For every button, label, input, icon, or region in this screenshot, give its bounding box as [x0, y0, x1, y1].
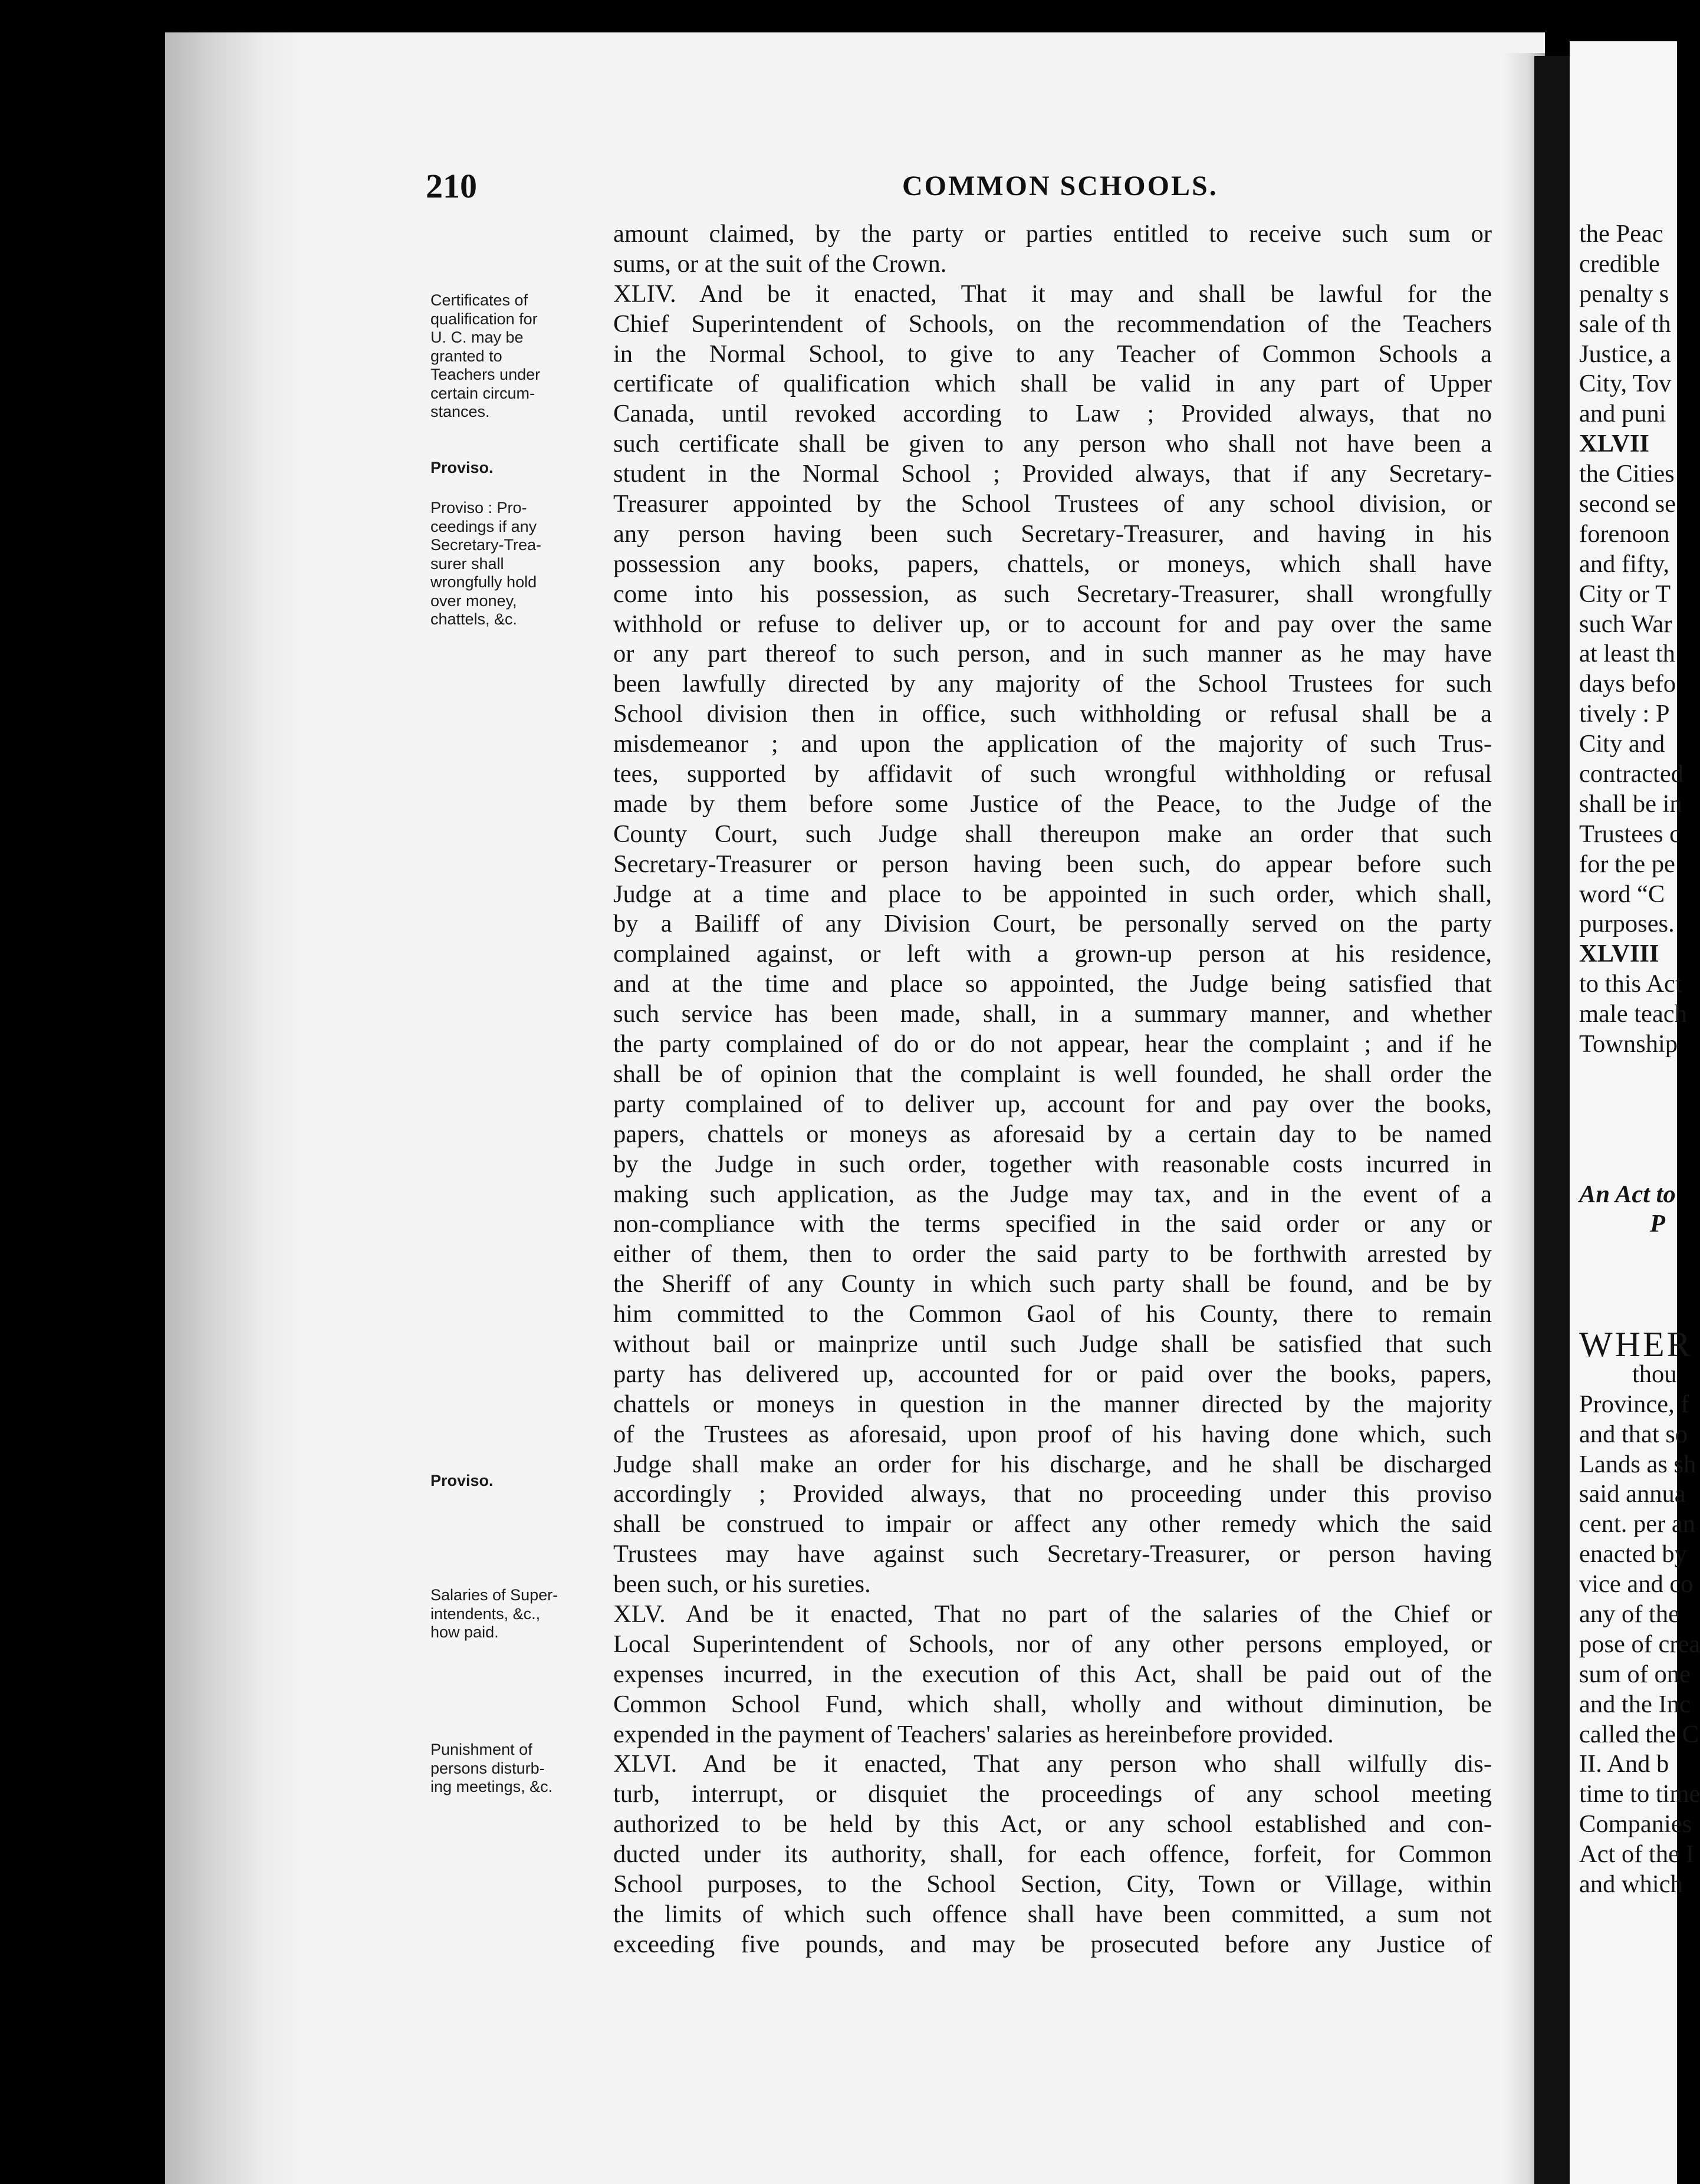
margin-note-line: ceedings if any: [430, 517, 537, 535]
body-line: misdemeanor ; and upon the application of the majority of such Trus-: [613, 730, 1492, 758]
right-page-line: City or T: [1579, 580, 1671, 608]
right-page-line: Province, f: [1579, 1390, 1689, 1418]
body-line: ducted under its authority, shall, for each offence, forfeit, for Common: [613, 1840, 1492, 1869]
body-line: certificate of qualification which shall be valid in any part of Upper: [613, 370, 1492, 398]
right-page-line: XLVII: [1579, 430, 1649, 458]
body-line: him committed to the Common Gaol of his County, there to remain: [613, 1300, 1492, 1328]
right-page-line: and fifty,: [1579, 550, 1670, 578]
right-page-line: credible: [1579, 249, 1660, 278]
body-line: such service has been made, shall, in a summary manner, and whether: [613, 1000, 1492, 1028]
right-page-line: pose of crea: [1579, 1630, 1700, 1658]
margin-note-line: Certificates of: [430, 291, 528, 309]
margin-note-punishment: [430, 1741, 596, 1797]
right-page-line: Justice, a: [1579, 340, 1671, 368]
body-line: Secretary-Treasurer or person having been such, do appear before such: [613, 850, 1492, 878]
right-page-line: Trustees c: [1579, 820, 1681, 848]
right-page-spacer: [1579, 1269, 1700, 1300]
body-line: non-compliance with the terms specified in the said order or any or: [613, 1210, 1492, 1238]
right-page-line: II. And b: [1579, 1750, 1669, 1778]
body-line: Chief Superintendent of Schools, on the recommendation of the Teachers: [613, 310, 1492, 338]
margin-note-line: surer shall: [430, 554, 504, 573]
right-page-spacer: [1579, 1120, 1700, 1150]
body-line: Trustees may have against such Secretary-Treasurer, or person having: [613, 1540, 1492, 1568]
body-line: expended in the payment of Teachers' salaries as hereinbefore provided.: [613, 1720, 1334, 1748]
margin-note-line: stances.: [430, 403, 490, 420]
margin-note-certificates: [430, 291, 596, 422]
margin-note-line: chattels, &c.: [430, 610, 518, 628]
right-page-line: Companies: [1579, 1810, 1692, 1838]
body-line: withhold or refuse to deliver up, or to account for and pay over the same: [613, 610, 1492, 638]
margin-note-line: ing meetings, &c.: [430, 1778, 553, 1795]
body-line: student in the Normal School ; Provided always, that if any Secretary-: [613, 460, 1492, 488]
body-line: Local Superintendent of Schools, nor of any other persons employed, or: [613, 1630, 1492, 1658]
body-line: either of them, then to order the said party to be forthwith arrested by: [613, 1240, 1492, 1268]
right-page-line: tively : P: [1579, 700, 1670, 728]
body-line: exceeding five pounds, and may be prosecuted before any Justice of: [613, 1930, 1492, 1958]
right-page-line: shall be in: [1579, 790, 1682, 818]
margin-note-line: Punishment of: [430, 1741, 532, 1758]
body-line: made by them before some Justice of the Peace, to the Judge of the: [613, 790, 1492, 818]
right-page-line: contracted: [1579, 760, 1683, 788]
body-line: of the Trustees as aforesaid, upon proof of his having done which, such: [613, 1420, 1492, 1448]
body-line: School division then in office, such withholding or refusal shall be a: [613, 700, 1492, 728]
right-page-line: called the C: [1579, 1720, 1699, 1748]
body-line: amount claimed, by the party or parties entitled to receive such sum or: [613, 220, 1492, 248]
right-page-line: cent. per an: [1579, 1510, 1696, 1538]
right-page-line: time to time: [1579, 1780, 1700, 1808]
body-line: County Court, such Judge shall thereupon make an order that such: [613, 820, 1492, 848]
right-page-line: second se: [1579, 490, 1676, 518]
right-page-text: [1579, 219, 1700, 1900]
margin-note-proviso-2: [430, 1472, 596, 1491]
body-line: making such application, as the Judge may tax, and in the event of a: [613, 1180, 1492, 1208]
body-line: XLV. And be it enacted, That no part of the salaries of the Chief or: [613, 1600, 1492, 1628]
body-line: been such, or his sureties.: [613, 1570, 871, 1598]
right-page-line: and puni: [1579, 400, 1666, 428]
margin-note-line: Proviso : Pro-: [430, 499, 527, 517]
body-line: tees, supported by affidavit of such wrongful withholding or refusal: [613, 760, 1492, 788]
right-page-line: sum of one: [1579, 1660, 1691, 1688]
right-page-line: forenoon: [1579, 519, 1670, 548]
body-line: and at the time and place so appointed, the Judge being satisfied that: [613, 970, 1492, 998]
margin-note-proviso-1: [430, 459, 596, 478]
body-line: by the Judge in such order, together with reasonable costs incurred in: [613, 1150, 1492, 1178]
margin-note-line: Salaries of Super-: [430, 1586, 558, 1604]
margin-note-line: how paid.: [430, 1623, 499, 1641]
body-line: shall be construed to impair or affect any other remedy which the said: [613, 1510, 1492, 1538]
body-text: [613, 219, 1492, 1960]
right-page-line: the Cities: [1579, 460, 1675, 488]
right-page-line: and that so: [1579, 1420, 1688, 1448]
right-page-line: any of the: [1579, 1600, 1679, 1628]
right-page-line: and the Inc: [1579, 1690, 1691, 1718]
right-page-line: purposes.: [1579, 910, 1675, 938]
right-page-line: penalty s: [1579, 279, 1669, 308]
right-page-line: days befo: [1579, 670, 1676, 698]
body-line: XLVI. And be it enacted, That any person who shall wilfully dis-: [613, 1750, 1492, 1778]
right-page-spacer: [1579, 1150, 1700, 1180]
body-line: been lawfully directed by any majority of the School Trustees for such: [613, 670, 1492, 698]
body-line: accordingly ; Provided always, that no proceeding under this proviso: [613, 1480, 1492, 1508]
right-page-line: vice and co: [1579, 1570, 1694, 1598]
margin-note-line: qualification for: [430, 310, 538, 328]
right-page-line: Lands as sh: [1579, 1450, 1696, 1478]
margin-note-line: Proviso.: [430, 459, 494, 476]
body-line: the Sheriff of any County in which such party shall be found, and be by: [613, 1270, 1492, 1298]
body-line: XLIV. And be it enacted, That it may and shall be lawful for the: [613, 279, 1492, 308]
body-line: Judge shall make an order for his discharge, and he shall be discharged: [613, 1450, 1492, 1478]
right-page-line: at least th: [1579, 640, 1675, 668]
right-page-line: such War: [1579, 610, 1672, 638]
right-page-line: male teach: [1579, 1000, 1687, 1028]
right-page-line: Act of the I: [1579, 1840, 1694, 1869]
margin-note-line: persons disturb-: [430, 1759, 545, 1777]
body-line: possession any books, papers, chattels, or moneys, which shall have: [613, 550, 1492, 578]
body-line: expenses incurred, in the execution of this Act, shall be paid out of the: [613, 1660, 1492, 1688]
body-line: sums, or at the suit of the Crown.: [613, 249, 947, 278]
body-line: papers, chattels or moneys as aforesaid by a certain day to be named: [613, 1120, 1492, 1148]
right-page-line: City, Tov: [1579, 370, 1672, 398]
body-line: party complained of to deliver up, account for and pay over the books,: [613, 1090, 1492, 1118]
right-page-line: City and: [1579, 730, 1665, 758]
right-page-spacer: [1579, 1060, 1700, 1090]
right-page-line: and which: [1579, 1870, 1683, 1898]
body-line: Treasurer appointed by the School Trustees of any school division, or: [613, 490, 1492, 518]
body-line: turb, interrupt, or disquiet the proceedings of any school meeting: [613, 1780, 1492, 1808]
right-page-line: thou: [1632, 1360, 1677, 1388]
margin-note-line: intendents, &c.,: [430, 1604, 541, 1623]
right-page-line: XLVIII: [1579, 940, 1659, 968]
right-page-title-line: An Act to: [1579, 1180, 1676, 1208]
body-line: such certificate shall be given to any person who shall not have been a: [613, 430, 1492, 458]
body-line: by a Bailiff of any Division Court, be personally served on the party: [613, 910, 1492, 938]
margin-note-line: wrongfully hold: [430, 573, 537, 591]
margin-note-line: over money,: [430, 591, 517, 610]
margin-note-line: Teachers under: [430, 366, 541, 383]
body-line: authorized to be held by this Act, or any school established and con-: [613, 1810, 1492, 1838]
right-page-spacer: [1579, 1090, 1700, 1120]
margin-note-line: Secretary-Trea-: [430, 536, 542, 554]
right-page-line: sale of th: [1579, 310, 1671, 338]
body-line: complained against, or left with a grown-up person at his residence,: [613, 940, 1492, 968]
body-line: the party complained of do or do not appear, hear the complaint ; and if he: [613, 1030, 1492, 1058]
body-line: or any part thereof to such person, and in such manner as he may have: [613, 640, 1492, 668]
body-line: shall be of opinion that the complaint is well founded, he shall order the: [613, 1060, 1492, 1088]
body-line: chattels or moneys in question in the manner directed by the majority: [613, 1390, 1492, 1418]
right-page-line: said annua: [1579, 1480, 1686, 1508]
running-head: COMMON SCHOOLS.: [902, 170, 1218, 202]
right-page-line: WHER: [1579, 1324, 1693, 1364]
right-page-line: for the pe: [1579, 850, 1675, 878]
body-line: the limits of which such offence shall have been committed, a sum not: [613, 1900, 1492, 1928]
body-line: Judge at a time and place to be appointed in such order, which shall,: [613, 880, 1492, 908]
page-number: 210: [426, 167, 477, 205]
margin-note-line: granted to: [430, 347, 502, 365]
body-line: come into his possession, as such Secretary-Treasurer, shall wrongfully: [613, 580, 1492, 608]
body-line: Canada, until revoked according to Law ; Provided always, that no: [613, 400, 1492, 428]
body-line: party has delivered up, accounted for or paid over the books, papers,: [613, 1360, 1492, 1388]
right-page-line: enacted by: [1579, 1540, 1687, 1568]
right-page-spacer: [1579, 1239, 1700, 1269]
body-line: School purposes, to the School Section, City, Town or Village, within: [613, 1870, 1492, 1898]
right-page-line: to this Act: [1579, 970, 1682, 998]
body-line: in the Normal School, to give to any Teacher of Common Schools a: [613, 340, 1492, 368]
margin-note-proviso-proceedings: [430, 499, 596, 629]
right-page-line: the Peac: [1579, 220, 1663, 248]
body-line: Common School Fund, which shall, wholly and without diminution, be: [613, 1690, 1492, 1718]
right-page-title-line: P: [1650, 1210, 1665, 1238]
margin-note-line: Proviso.: [430, 1472, 494, 1489]
right-page-line: Township: [1579, 1030, 1678, 1058]
margin-note-line: U. C. may be: [430, 328, 524, 346]
margin-note-line: certain circum-: [430, 384, 535, 402]
margin-note-salaries: [430, 1586, 596, 1642]
right-page-line: word “C: [1579, 880, 1665, 908]
body-line: any person having been such Secretary-Treasurer, and having in his: [613, 519, 1492, 548]
body-line: without bail or mainprize until such Judge shall be satisfied that such: [613, 1330, 1492, 1358]
